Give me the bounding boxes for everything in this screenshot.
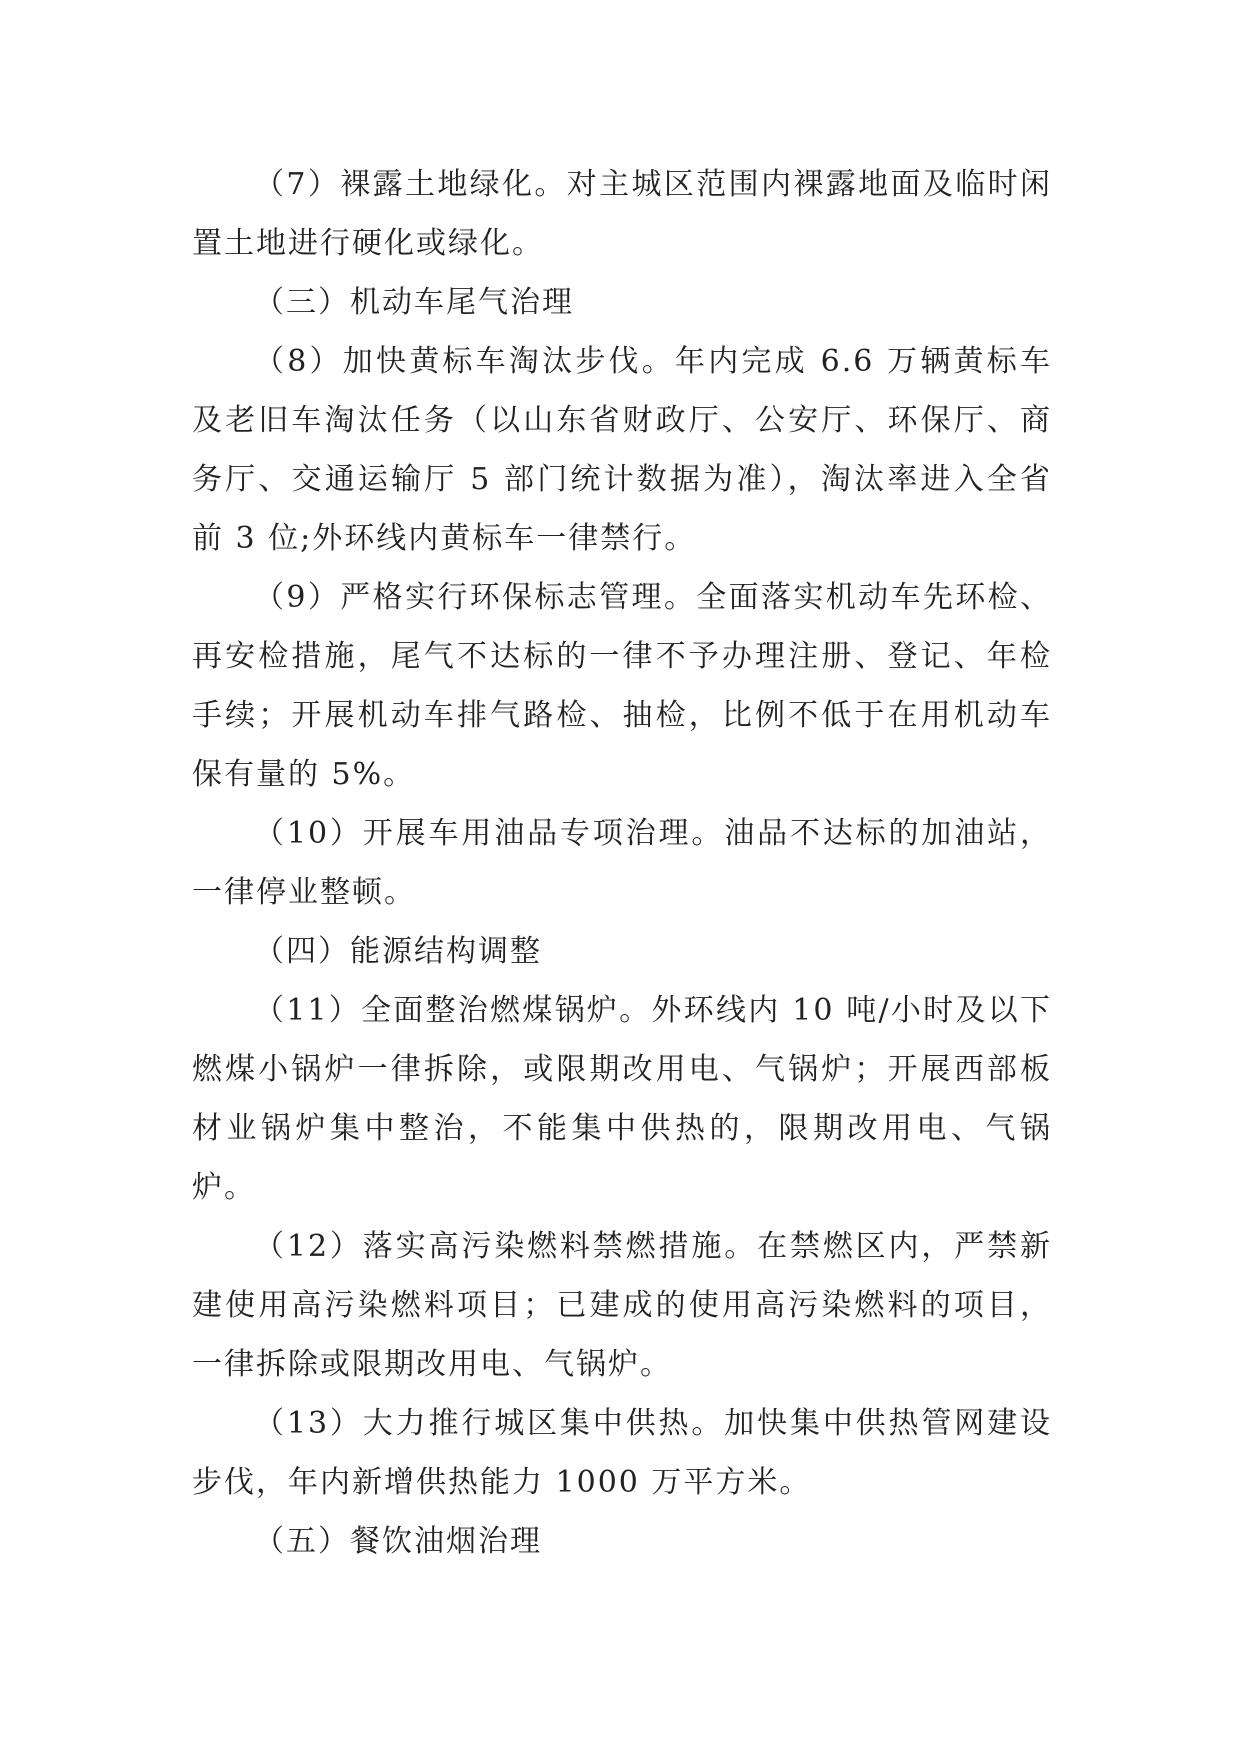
paragraph-fuel-quality: （10）开展车用油品专项治理。油品不达标的加油站，一律停业整顿。 [192, 816, 1052, 910]
paragraph-central-heating: （13）大力推行城区集中供热。加快集中供热管网建设步伐，年内新增供热能力 1000 万平方米。 [192, 1406, 1052, 1500]
paragraph-environmental-label-management: （9）严格实行环保标志管理。全面落实机动车先环检、再安检措施，尾气不达标的一律不予办理注册、登记、年检手续；开展机动车排气路检、抽检，比例不低于在用机动车保有量的 5%。 [192, 580, 1052, 792]
section-heading-vehicle-exhaust: （三）机动车尾气治理 [254, 285, 574, 320]
section-heading-catering-fumes: （五）餐饮油烟治理 [254, 1524, 542, 1559]
document-body [192, 155, 1052, 1571]
paragraph-coal-boilers: （11）全面整治燃煤锅炉。外环线内 10 吨/小时及以下燃煤小锅炉一律拆除，或限期改用电、气锅炉；开展西部板材业锅炉集中整治，不能集中供热的，限期改用电、气锅炉。 [192, 993, 1052, 1205]
paragraph-bare-land-greening: （7）裸露土地绿化。对主城区范围内裸露地面及临时闲置土地进行硬化或绿化。 [192, 167, 1052, 261]
section-heading-energy-structure: （四）能源结构调整 [254, 934, 542, 969]
paragraph-high-pollution-fuel-ban: （12）落实高污染燃料禁燃措施。在禁燃区内，严禁新建使用高污染燃料项目；已建成的使用高污染燃料的项目，一律拆除或限期改用电、气锅炉。 [192, 1229, 1052, 1382]
paragraph-yellow-label-vehicles: （8）加快黄标车淘汰步伐。年内完成 6.6 万辆黄标车及老旧车淘汰任务（以山东省财政厅、公安厅、环保厅、商务厅、交通运输厅 5 部门统计数据为准），淘汰率进入全省前 3 位;外环线内黄标车一律禁行。 [192, 344, 1052, 556]
